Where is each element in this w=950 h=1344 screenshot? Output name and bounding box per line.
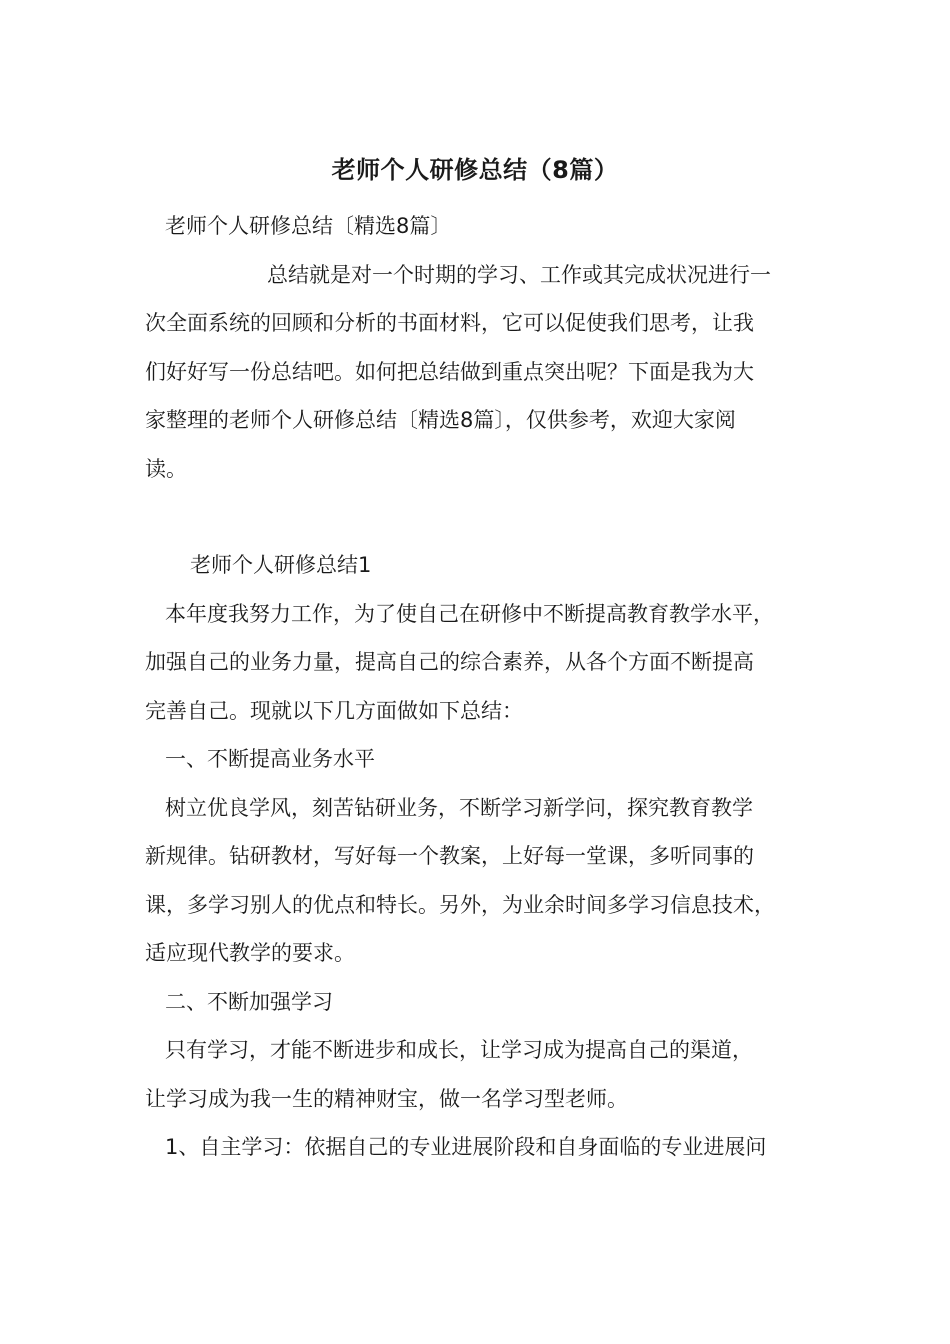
intro-line: 总结就是对一个时期的学习、工作或其完成状况进行一 xyxy=(267,262,771,287)
paragraph-line: 只有学习，才能不断进步和成长，让学习成为提高自己的渠道， xyxy=(165,1038,753,1062)
subheading-two: 二、不断加强学习 xyxy=(165,989,333,1014)
list-item: 1、自主学习：依据自己的专业进展阶段和自身面临的专业进展问 xyxy=(165,1135,767,1159)
paragraph-line: 完善自己。现就以下几方面做如下总结： xyxy=(145,698,523,723)
blank-line xyxy=(145,493,825,541)
document-title: 老师个人研修总结（8篇） xyxy=(331,156,619,184)
document-subtitle: 老师个人研修总结〔精选8篇〕 xyxy=(165,214,452,238)
document-body xyxy=(145,202,825,1172)
intro-line: 家整理的老师个人研修总结〔精选8篇〕，仅供参考，欢迎大家阅 xyxy=(145,408,736,432)
paragraph-line: 本年度我努力工作，为了使自己在研修中不断提高教育教学水平， xyxy=(165,601,774,626)
paragraph-line: 树立优良学风，刻苦钻研业务，不断学习新学问，探究教育教学 xyxy=(165,795,753,820)
intro-line: 读。 xyxy=(145,456,187,481)
intro-line: 次全面系统的回顾和分析的书面材料，它可以促使我们思考，让我 xyxy=(145,311,754,335)
paragraph-line: 加强自己的业务力量，提高自己的综合素养，从各个方面不断提高 xyxy=(145,650,754,674)
paragraph-line: 新规律。钻研教材，写好每一个教案，上好每一堂课，多听同事的 xyxy=(145,844,754,868)
paragraph-line: 让学习成为我一生的精神财宝，做一名学习型老师。 xyxy=(145,1086,628,1111)
subheading-one: 一、不断提高业务水平 xyxy=(165,747,375,771)
paragraph-line: 适应现代教学的要求。 xyxy=(145,941,355,965)
section-heading: 老师个人研修总结1 xyxy=(190,553,372,577)
paragraph-line: 课，多学习别人的优点和特长。另外，为业余时间多学习信息技术， xyxy=(145,892,775,917)
intro-line: 们好好写一份总结吧。如何把总结做到重点突出呢？下面是我为大 xyxy=(145,359,754,384)
